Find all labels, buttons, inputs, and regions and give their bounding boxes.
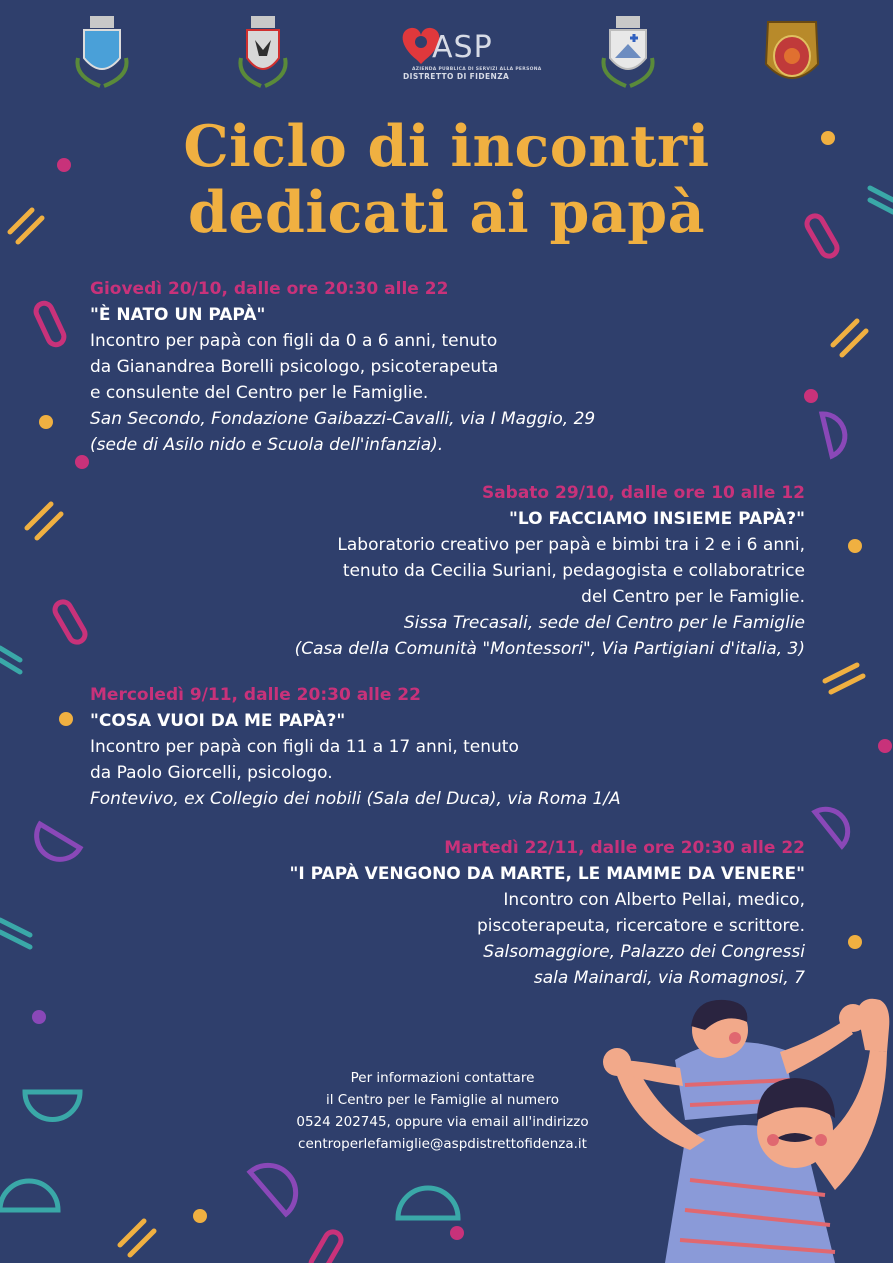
event-1-desc-line: da Gianandrea Borelli psicologo, psicoterapeuta — [90, 357, 499, 377]
contact-email: centroperlefamiglie@aspdistrettofidenza.it — [298, 1136, 587, 1152]
contact-phone: 0524 202745, oppure via email all'indirizzo — [296, 1114, 589, 1130]
event-4-desc-line: Incontro con Alberto Pellai, medico, — [503, 890, 805, 910]
title-line-2: dedicati ai papà — [187, 179, 706, 246]
event-2-name: "LO FACCIAMO INSIEME PAPÀ?" — [508, 509, 805, 529]
event-3-date: Mercoledì 9/11, dalle 20:30 alle 22 — [90, 685, 421, 705]
father-child-illustration — [595, 990, 893, 1263]
event-1-name: "È NATO UN PAPÀ" — [90, 305, 266, 325]
event-1-desc-line: e consulente del Centro per le Famiglie. — [90, 383, 429, 403]
asp-subtitle: AZIENDA PUBBLICA DI SERVIZI ALLA PERSONA — [412, 67, 542, 72]
event-2-desc-line: del Centro per le Famiglie. — [581, 587, 805, 607]
event-3 — [90, 682, 621, 812]
event-2-date: Sabato 29/10, dalle ore 10 alle 12 — [481, 483, 805, 503]
event-2-desc-line: Laboratorio creativo per papà e bimbi tra i 2 e i 6 anni, — [337, 535, 805, 555]
contact-info — [270, 1067, 615, 1155]
title-line-1: Ciclo di incontri — [183, 113, 710, 180]
event-1 — [90, 276, 595, 458]
asp-logo-text: ASP — [432, 30, 493, 65]
event-3-name: "COSA VUOI DA ME PAPÀ?" — [90, 711, 346, 731]
event-4-venue-line: Salsomaggiore, Palazzo dei Congressi — [483, 942, 805, 962]
event-2-venue-line: (Casa della Comunità "Montessori", Via Partigiani d'italia, 3) — [294, 639, 805, 659]
crest-2-icon — [235, 14, 291, 89]
event-4-name: "I PAPÀ VENGONO DA MARTE, LE MAMME DA VENERE" — [289, 864, 805, 884]
event-1-desc-line: Incontro per papà con figli da 0 a 6 anni, tenuto — [90, 331, 498, 351]
crest-3-icon — [598, 14, 658, 89]
event-3-desc-line: Incontro per papà con figli da 11 a 17 anni, tenuto — [90, 737, 519, 757]
crest-4-icon — [760, 14, 824, 89]
event-3-venue-line: Fontevivo, ex Collegio dei nobili (Sala del Duca), via Roma 1/A — [90, 789, 621, 809]
contact-line: il Centro per le Famiglie al numero — [325, 1092, 559, 1108]
page-title — [0, 114, 893, 246]
event-4-desc-line: piscoterapeuta, ricercatore e scrittore. — [477, 916, 805, 936]
district-text: DISTRETTO DI FIDENZA — [403, 72, 510, 81]
event-2-desc-line: tenuto da Cecilia Suriani, pedagogista e collaboratrice — [342, 561, 805, 581]
event-2 — [295, 480, 805, 662]
event-4-date: Martedì 22/11, dalle ore 20:30 alle 22 — [444, 838, 805, 858]
contact-line: Per informazioni contattare — [350, 1070, 535, 1086]
event-4-venue-line: sala Mainardi, via Romagnosi, 7 — [533, 968, 805, 988]
event-2-venue-line: Sissa Trecasali, sede del Centro per le Famiglie — [403, 613, 805, 633]
event-1-venue-line: (sede di Asilo nido e Scuola dell'infanzia). — [90, 435, 444, 455]
crest-1-icon — [72, 14, 132, 89]
event-4 — [290, 835, 805, 991]
event-3-desc-line: da Paolo Giorcelli, psicologo. — [90, 763, 333, 783]
event-1-date: Giovedì 20/10, dalle ore 20:30 alle 22 — [90, 279, 449, 299]
event-1-venue-line: San Secondo, Fondazione Gaibazzi-Cavalli, via I Maggio, 29 — [90, 409, 596, 429]
